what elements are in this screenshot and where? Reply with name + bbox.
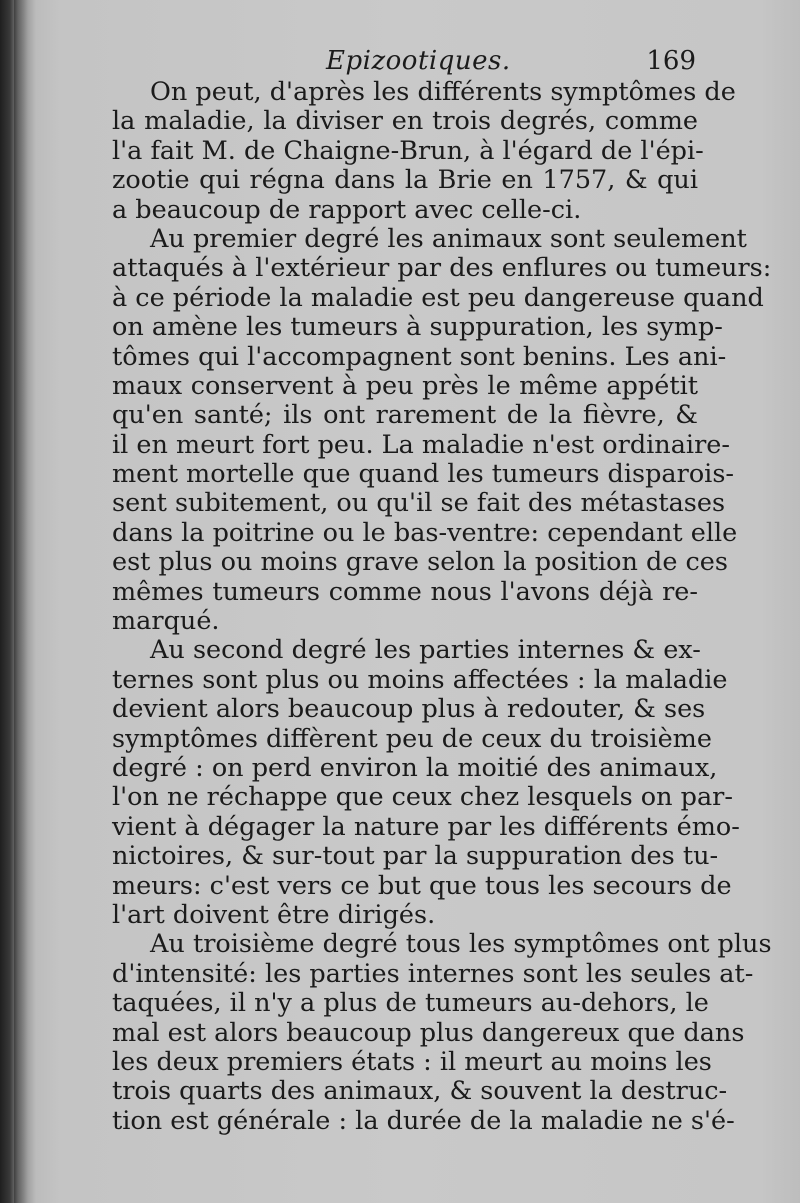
text-line: marqué.: [112, 606, 220, 637]
paragraph: [112, 77, 736, 225]
text-line: l'art doivent être dirigés.: [112, 899, 436, 930]
text-line: est plus ou moins grave selon la position de ces: [112, 547, 728, 578]
page-number: 169: [646, 46, 696, 76]
text-line: a beaucoup de rapport avec celle-ci.: [112, 194, 582, 225]
paragraph: [112, 635, 740, 930]
paragraph: [112, 929, 772, 1136]
binding-gutter-shadow: [14, 0, 36, 1203]
text-line: mêmes tumeurs comme nous l'avons déjà re-: [112, 576, 698, 607]
paragraph: [112, 223, 772, 637]
text-line: tion est générale : la durée de la maladie ne s'é-: [112, 1105, 735, 1136]
body-text: [112, 77, 772, 1136]
text-line: taquées, il n'y a plus de tumeurs au-dehors, le: [112, 988, 709, 1019]
text-line: dans la poitrine ou le bas-ventre: cependant elle: [112, 517, 738, 548]
text-line: symptômes diffèrent peu de ceux du troisième: [112, 723, 712, 754]
text-line: tômes qui l'accompagnent sont benins. Les ani-: [112, 341, 727, 372]
text-line: sent subitement, ou qu'il se fait des métastases: [112, 488, 726, 519]
text-line: vient à dégager la nature par les différents émo-: [112, 811, 740, 842]
text-line: qu'en santé; ils ont rarement de la fièvre, &: [112, 400, 698, 431]
text-line: Au troisième degré tous les symptômes ont plus: [150, 929, 772, 960]
text-line: On peut, d'après les différents symptômes de: [150, 77, 736, 107]
text-line: nictoires, & sur-tout par la suppuration des tu-: [112, 841, 719, 872]
text-line: l'a fait M. de Chaigne-Brun, à l'égard de l'épi-: [112, 135, 704, 166]
text-line: on amène les tumeurs à suppuration, les symp-: [112, 312, 723, 343]
running-head: [112, 44, 698, 78]
text-line: il en meurt fort peu. La maladie n'est ordinaire-: [112, 429, 730, 460]
text-line: trois quarts des animaux, & souvent la destruc-: [112, 1076, 728, 1107]
text-line: attaqués à l'extérieur par des enflures ou tumeurs:: [112, 253, 772, 284]
text-line: mal est alors beaucoup plus dangereux que dans: [112, 1017, 745, 1048]
text-line: meurs: c'est vers ce but que tous les secours de: [112, 870, 732, 901]
text-line: maux conservent à peu près le même appétit: [112, 370, 698, 401]
text-line: Au second degré les parties internes & ex-: [150, 635, 701, 666]
text-line: d'intensité: les parties internes sont les seules at-: [112, 958, 754, 989]
text-line: à ce période la maladie est peu dangereuse quand: [112, 282, 764, 313]
text-line: ment mortelle que quand les tumeurs disparois-: [112, 459, 735, 490]
text-line: Au premier degré les animaux sont seulement: [150, 223, 747, 254]
text-line: les deux premiers états : il meurt au moins les: [112, 1046, 712, 1077]
text-line: degré : on perd environ la moitié des animaux,: [112, 752, 718, 783]
text-line: zootie qui régna dans la Brie en 1757, & qui: [112, 165, 698, 196]
text-line: ternes sont plus ou moins affectées : la maladie: [112, 664, 728, 695]
page-text-block: [112, 44, 772, 1136]
text-line: devient alors beaucoup plus à redouter, & ses: [112, 694, 706, 725]
text-line: l'on ne réchappe que ceux chez lesquels on par-: [112, 782, 733, 813]
text-line: la maladie, la diviser en trois degrés, comme: [112, 106, 698, 137]
running-title: Epizootiques.: [326, 46, 511, 76]
